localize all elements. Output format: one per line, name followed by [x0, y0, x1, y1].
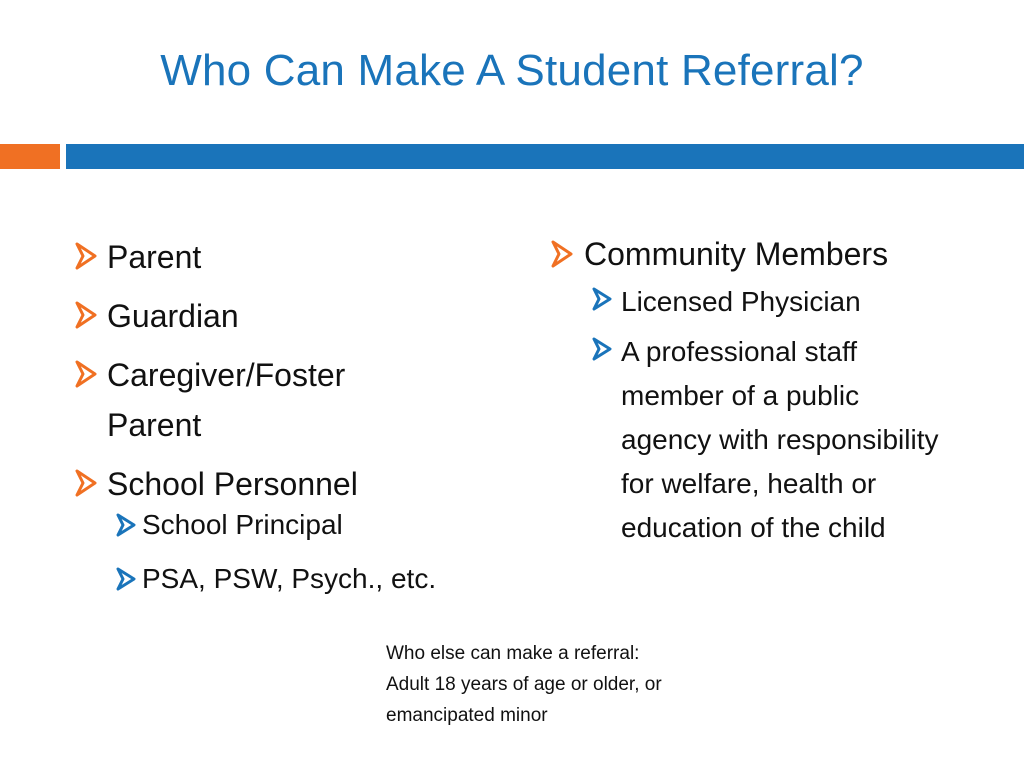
list-item-label: Community Members [584, 236, 889, 272]
arrow-bullet-icon [550, 240, 574, 268]
note-line: Adult 18 years of age or older, or [386, 674, 662, 695]
sub-item-label: A professional staff member of a public agency with responsibility for welfare, health or education of the child [621, 336, 939, 543]
list-item-caregiver [74, 350, 504, 450]
sub-item-label: PSA, PSW, Psych., etc. [142, 563, 437, 594]
slide-title: Who Can Make A Student Referral? [160, 46, 864, 95]
sub-list-school-personnel [74, 505, 504, 599]
left-bullet-list [74, 232, 504, 613]
sub-item-school-principal [115, 505, 504, 545]
sub-item-label: Licensed Physician [621, 286, 861, 317]
note-line: emancipated minor [386, 705, 548, 726]
sub-item-label: School Principal [142, 509, 343, 540]
sub-item-psa-psw [115, 559, 504, 599]
sub-item-professional-staff [591, 330, 1000, 550]
arrow-bullet-icon [115, 513, 137, 541]
arrow-bullet-icon [591, 337, 613, 365]
arrow-bullet-icon [115, 567, 137, 595]
list-item-label: Parent [107, 239, 202, 275]
right-bullet-list [550, 232, 1000, 550]
arrow-bullet-icon [591, 287, 613, 315]
list-item-label: School Personnel [107, 466, 358, 502]
list-item-label: Guardian [107, 298, 239, 334]
sub-item-licensed-physician [591, 280, 1000, 324]
arrow-bullet-icon [74, 301, 98, 329]
arrow-bullet-icon [74, 469, 98, 497]
arrow-bullet-icon [74, 360, 98, 388]
list-item-community-members [550, 232, 1000, 276]
list-item-label: Caregiver/Foster Parent [107, 357, 346, 443]
orange-accent-bar [0, 144, 60, 169]
list-item-school-personnel [74, 459, 504, 509]
blue-accent-bar [66, 144, 1024, 169]
list-item-parent [74, 232, 504, 282]
note-line: Who else can make a referral: [386, 643, 640, 664]
list-item-guardian [74, 291, 504, 341]
arrow-bullet-icon [74, 242, 98, 270]
referral-note [386, 638, 806, 731]
